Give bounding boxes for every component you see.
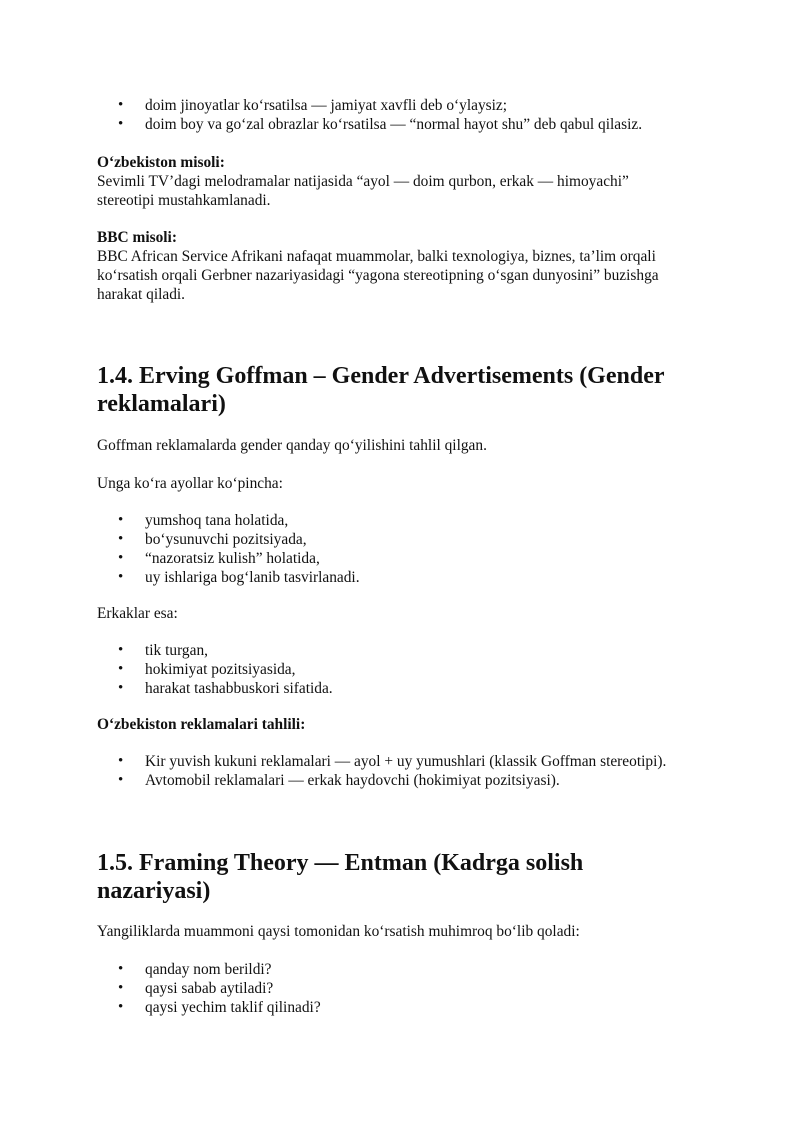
list-item: • “nazoratsiz kulish” holatida, [97, 549, 717, 568]
heading-line: nazariyasi) [97, 878, 211, 904]
list-item: • qanday nom berildi? [97, 960, 717, 979]
list-item: • doim jinoyatlar ko‘rsatilsa — jamiyat xavfli deb o‘ylaysiz; [97, 96, 717, 115]
list-item: • yumshoq tana holatida, [97, 511, 717, 530]
framing-intro: Yangiliklarda muammoni qaysi tomonidan ko‘rsatish muhimroq bo‘lib qoladi: [97, 923, 580, 940]
list-item: • Kir yuvish kukuni reklamalari — ayol + uy yumushlari (klassik Goffman stereotipi). [97, 752, 717, 771]
list-item: • tik turgan, [97, 641, 717, 660]
list-item: • harakat tashabbuskori sifatida. [97, 679, 717, 698]
list-item: • doim boy va go‘zal obrazlar ko‘rsatilsa — “normal hayot shu” deb qabul qilasiz. [97, 115, 717, 134]
women-bullet-list [97, 511, 717, 587]
intro-bullet-list [97, 96, 717, 134]
paragraph-line: ko‘rsatish orqali Gerbner nazariyasidagi “yagona stereotipning o‘sgan dunyosini” buzishga [97, 267, 659, 284]
goffman-intro: Goffman reklamalarda gender qanday qo‘yilishini tahlil qilgan. [97, 437, 487, 454]
heading-line: 1.5. Framing Theory — Entman (Kadrga solish [97, 850, 584, 876]
bbc-example-title: BBC misoli: [97, 229, 177, 246]
paragraph-line: stereotipi mustahkamlanadi. [97, 192, 271, 209]
list-item: • uy ishlariga bog‘lanib tasvirlanadi. [97, 568, 717, 587]
section-heading-goffman [97, 362, 717, 418]
list-item: • bo‘ysunuvchi pozitsiyada, [97, 530, 717, 549]
men-bullet-list [97, 641, 717, 698]
list-item: • qaysi sabab aytiladi? [97, 979, 717, 998]
list-item: • hokimiyat pozitsiyasida, [97, 660, 717, 679]
framing-bullet-list [97, 960, 717, 1017]
paragraph-line: BBC African Service Afrikani nafaqat muammolar, balki texnologiya, biznes, ta’lim orqali [97, 248, 656, 265]
women-lead-text: Unga ko‘ra ayollar ko‘pincha: [97, 475, 283, 492]
section-heading-framing [97, 849, 717, 905]
bbc-example [97, 228, 717, 304]
list-item: • Avtomobil reklamalari — erkak haydovchi (hokimiyat pozitsiyasi). [97, 771, 717, 790]
uzbekistan-example [97, 153, 717, 210]
heading-line: 1.4. Erving Goffman – Gender Advertisements (Gender [97, 363, 665, 389]
uzbekistan-example-title: O‘zbekiston misoli: [97, 154, 225, 171]
heading-line: reklamalari) [97, 391, 226, 417]
analysis-bullet-list [97, 752, 717, 790]
analysis-title: O‘zbekiston reklamalari tahlili: [97, 716, 306, 733]
paragraph-line: harakat qiladi. [97, 286, 186, 303]
men-lead-text: Erkaklar esa: [97, 605, 178, 622]
paragraph-line: Sevimli TV’dagi melodramalar natijasida “ayol — doim qurbon, erkak — himoyachi” [97, 173, 629, 190]
list-item: • qaysi yechim taklif qilinadi? [97, 998, 717, 1017]
